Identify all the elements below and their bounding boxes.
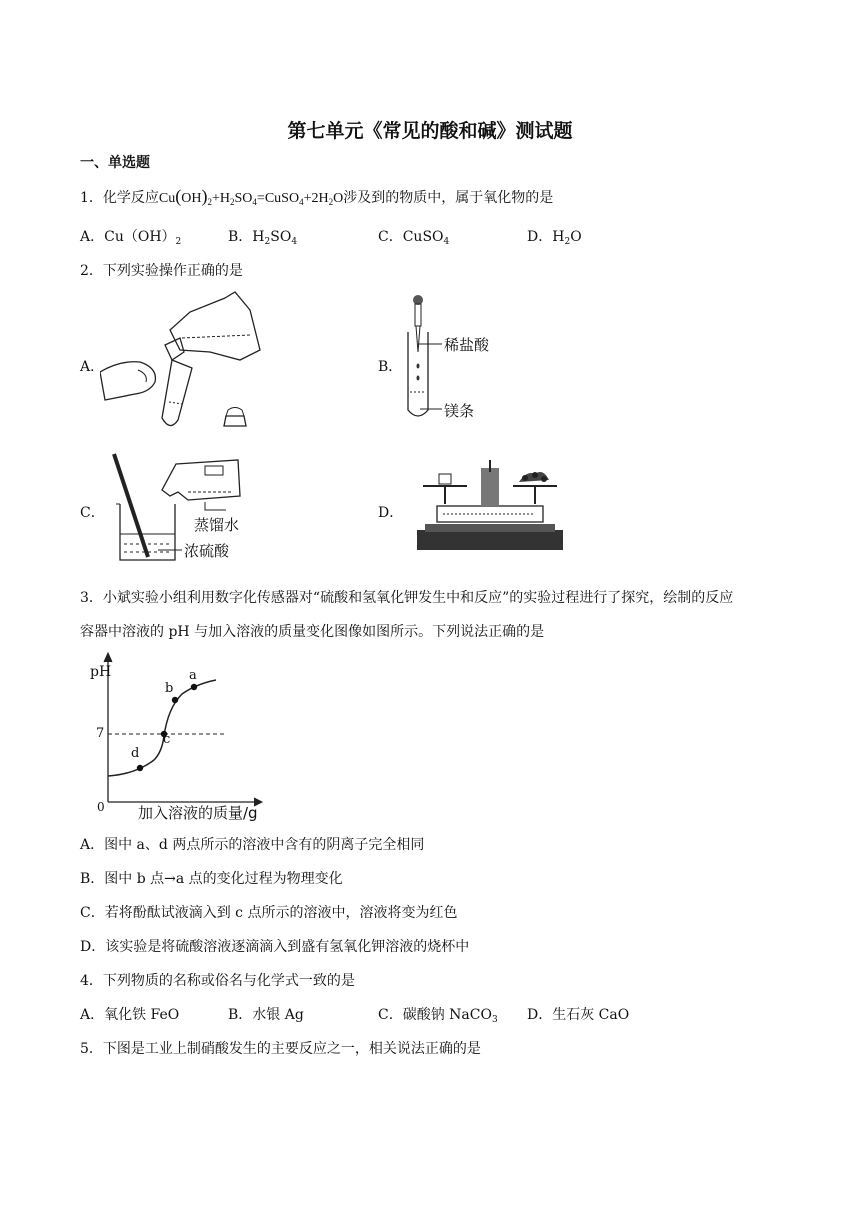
q4-option-c: C．碳酸钠 NaCO$_3$ bbox=[378, 1007, 498, 1025]
question-1 bbox=[80, 186, 553, 207]
ph-curve-graph bbox=[86, 648, 286, 823]
q2-option-a: A． bbox=[80, 359, 105, 375]
question-4: 4．下列物质的名称或俗名与化学式一致的是 bbox=[80, 973, 355, 989]
point-a bbox=[191, 684, 197, 690]
graph-ylabel: pH bbox=[90, 664, 112, 680]
dilute-hcl-label: 稀盐酸 bbox=[444, 336, 490, 354]
graph-origin-label: 0 bbox=[97, 800, 105, 814]
question-3-line-2: 容器中溶液的 pH 与加入溶液的质量变化图像如图所示。下列说法正确的是 bbox=[80, 624, 545, 640]
section-heading: 一、单选题 bbox=[80, 155, 150, 171]
question-5: 5．下图是工业上制硝酸发生的主要反应之一，相关说法正确的是 bbox=[80, 1041, 481, 1057]
q1-option-c: C．CuSO$_4$ bbox=[378, 229, 450, 247]
pouring-liquid-illustration bbox=[100, 290, 270, 430]
point-b bbox=[172, 697, 178, 703]
q1-pre: 化学反应 bbox=[102, 190, 159, 206]
q4-option-b: B．水银 Ag bbox=[228, 1007, 304, 1023]
distilled-water-label: 蒸馏水 bbox=[194, 516, 240, 534]
q3-option-c: C．若将酚酞试液滴入到 c 点所示的溶液中，溶液将变为红色 bbox=[80, 905, 458, 921]
graph-point-a-label: a bbox=[189, 668, 197, 683]
graph-point-b-label: b bbox=[165, 681, 174, 696]
graph-y7-label: 7 bbox=[96, 726, 105, 741]
q1-equation: $Cu(OH)_2+H_2SO_4=CuSO_4+2H_2O$ bbox=[158, 186, 344, 207]
q1-option-b: B．$H_2SO_4$ bbox=[228, 229, 298, 247]
q1-post: 涉及到的物质中，属于氧化物的是 bbox=[343, 190, 554, 206]
graph-point-d-label: d bbox=[131, 746, 140, 761]
point-d bbox=[137, 765, 143, 771]
question-2: 2．下列实验操作正确的是 bbox=[80, 263, 243, 279]
q3-option-a: A．图中 a、d 两点所示的溶液中含有的阴离子完全相同 bbox=[80, 837, 425, 853]
page-title: 第七单元《常见的酸和碱》测试题 bbox=[287, 120, 573, 142]
q1-option-d: D．$H_2O$ bbox=[527, 229, 582, 247]
q2-option-c: C． bbox=[80, 505, 105, 521]
conc-h2so4-label: 浓硫酸 bbox=[184, 542, 230, 560]
q4-option-a: A．氧化铁 FeO bbox=[80, 1007, 180, 1023]
graph-point-c-label: c bbox=[163, 732, 171, 747]
q1-option-a: A．$Cu(OH)_2$ bbox=[80, 229, 182, 247]
mg-strip-label: 镁条 bbox=[444, 402, 475, 420]
q3-option-b: B．图中 b 点→a 点的变化过程为物理变化 bbox=[80, 871, 343, 887]
q2-option-b: B． bbox=[378, 359, 403, 375]
question-3-line-1: 3．小斌实验小组利用数字化传感器对“硫酸和氢氧化钾发生中和反应”的实验过程进行了探究，绘制的反应 bbox=[80, 590, 734, 606]
graph-xlabel: 加入溶液的质量/g bbox=[138, 804, 258, 822]
balance-illustration bbox=[415, 458, 565, 554]
q3-option-d: D．该实验是将硫酸溶液逐滴滴入到盛有氢氧化钾溶液的烧杯中 bbox=[80, 939, 470, 955]
q2-option-d: D． bbox=[378, 505, 404, 521]
q1-number: 1． bbox=[80, 190, 103, 206]
q4-option-d: D．生石灰 CaO bbox=[527, 1007, 630, 1023]
